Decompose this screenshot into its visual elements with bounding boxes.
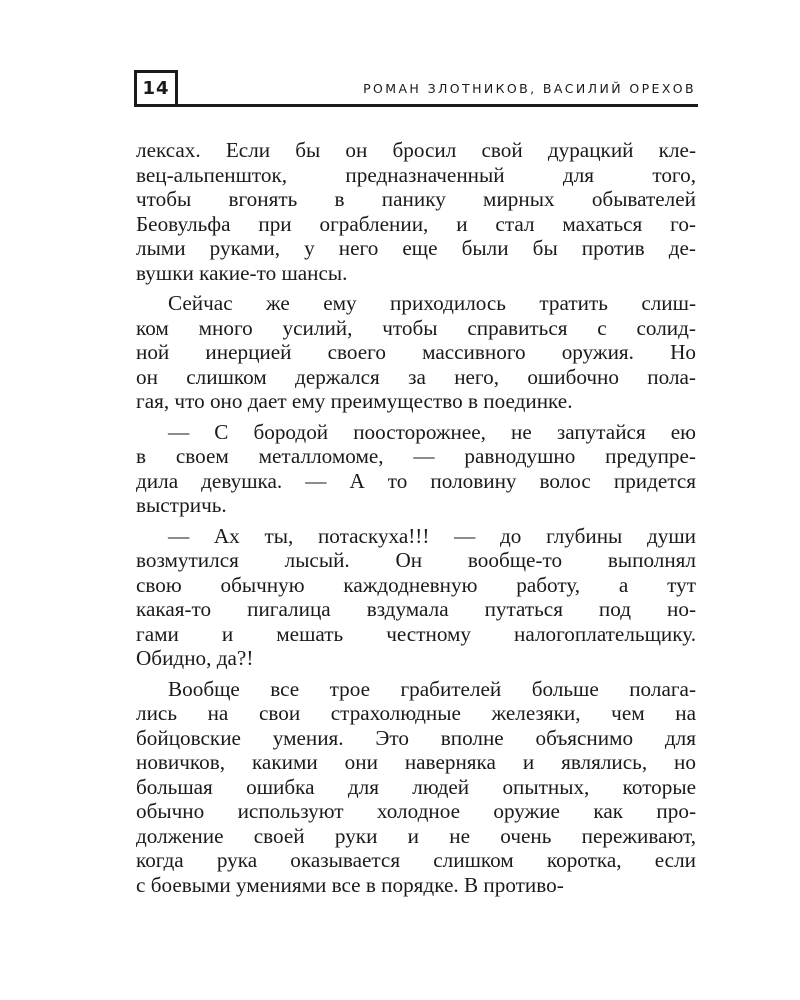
body-text bbox=[136, 138, 696, 903]
text-line: должение своей руки и не очень переживают, bbox=[136, 823, 696, 848]
text-line: новичков, какими они наверняка и являлись, но bbox=[136, 750, 696, 774]
text-line: он слишком держался за него, ошибочно пола- bbox=[136, 364, 696, 389]
text-line: какая-то пигалица вздумала путаться под но- bbox=[136, 597, 696, 621]
text-line: — Ах ты, потаскуха!!! — до глубины души bbox=[168, 523, 696, 548]
text-line: гая, что оно дает ему преимущество в поединке. bbox=[136, 389, 573, 413]
paragraph bbox=[136, 138, 696, 285]
text-line: в своем металломоме, — равнодушно предупре- bbox=[136, 444, 696, 468]
running-title: РОМАН ЗЛОТНИКОВ, ВАСИЛИЙ ОРЕХОВ bbox=[363, 81, 696, 96]
text-line: Сейчас же ему приходилось тратить слиш- bbox=[168, 291, 696, 315]
page-header bbox=[134, 70, 698, 110]
text-line: обычно используют холодное оружие как про- bbox=[136, 799, 696, 823]
text-line: бойцовские умения. Это вполне объяснимо для bbox=[136, 725, 696, 750]
header-rule bbox=[178, 104, 698, 107]
text-line: — С бородой поосторожнее, не запутайся ею bbox=[168, 419, 696, 444]
text-line: чтобы вгонять в панику мирных обывателей bbox=[136, 187, 696, 211]
paragraph bbox=[136, 420, 696, 518]
text-line: возмутился лысый. Он вообще-то выполнял bbox=[136, 548, 696, 572]
text-line: дила девушка. — А то половину волос придется bbox=[136, 468, 696, 493]
paragraph bbox=[136, 524, 696, 671]
text-line: Обидно, да?! bbox=[136, 646, 254, 670]
page-number: 14 bbox=[134, 70, 178, 107]
paragraph bbox=[136, 677, 696, 898]
text-line: выстричь. bbox=[136, 493, 227, 517]
text-line: гами и мешать честному налогоплательщику. bbox=[136, 621, 696, 646]
text-line: ком много усилий, чтобы справиться с солид- bbox=[136, 315, 696, 340]
text-line: Вообще все трое грабителей больше полага- bbox=[168, 676, 696, 701]
text-line: вушки какие-то шансы. bbox=[136, 260, 348, 285]
text-line: лексах. Если бы он бросил свой дурацкий кле- bbox=[136, 138, 696, 162]
text-line: свою обычную каждодневную работу, а тут bbox=[136, 572, 696, 597]
text-line: лись на свои страхолюдные железяки, чем на bbox=[136, 701, 696, 725]
text-line: вец-альпеншток, предназначенный для того, bbox=[136, 162, 696, 187]
text-line: большая ошибка для людей опытных, которые bbox=[136, 774, 696, 799]
text-line: ной инерцией своего массивного оружия. Но bbox=[136, 340, 696, 364]
text-line: лыми руками, у него еще были бы против де- bbox=[136, 236, 696, 260]
text-line: когда рука оказывается слишком коротка, если bbox=[136, 848, 696, 872]
text-line: Беовульфа при ограблении, и стал махаться го- bbox=[136, 211, 696, 236]
text-line: с боевыми умениями все в порядке. В противо- bbox=[136, 872, 564, 897]
paragraph bbox=[136, 291, 696, 414]
